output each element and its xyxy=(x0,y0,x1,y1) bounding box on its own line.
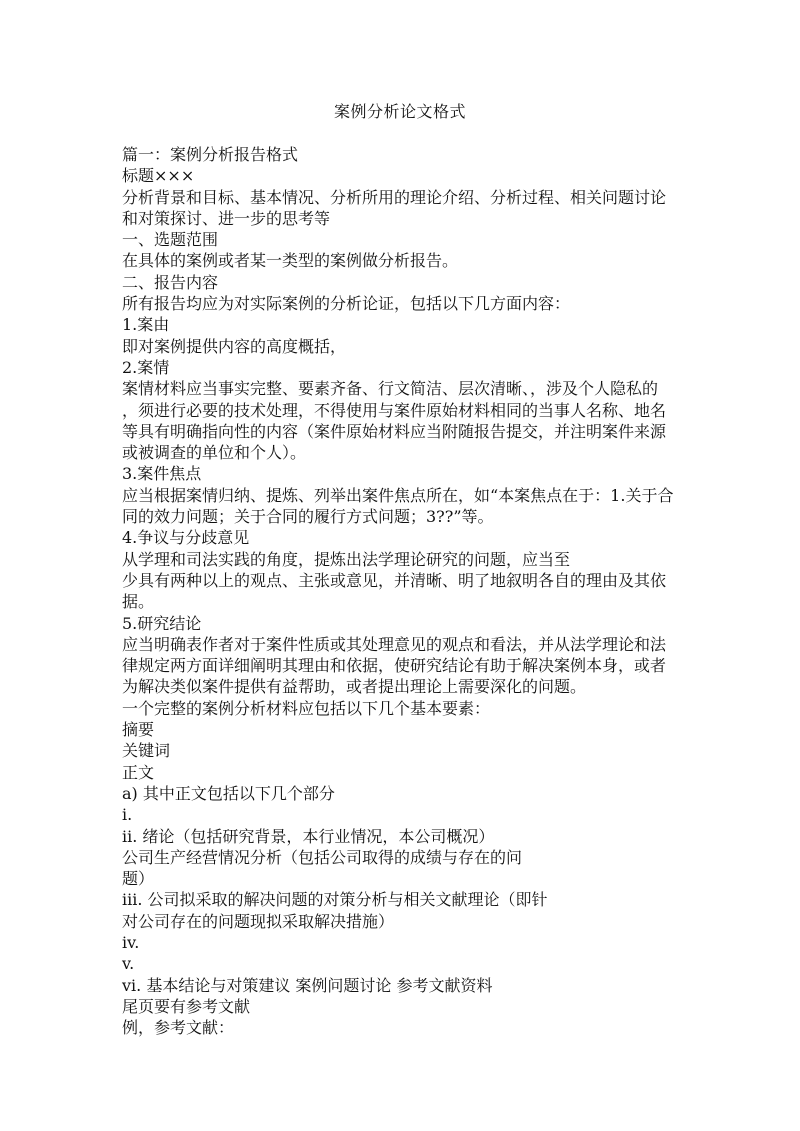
text-line: 等具有明确指向性的内容（案件原始材料应当附随报告提交，并注明案件来源 xyxy=(122,421,667,441)
text-line: 从学理和司法实践的角度，提炼出法学理论研究的问题，应当至 xyxy=(122,549,571,569)
list-item: ii. 绪论（包括研究背景，本行业情况，本公司概况） xyxy=(122,826,495,846)
text-line: 少具有两种以上的观点、主张或意见，并清晰、明了地叙明各自的理由及其依 xyxy=(122,570,667,590)
text-line: 例，参考文献： xyxy=(122,1018,235,1038)
text-line: 应当根据案情归纳、提炼、列举出案件焦点所在，如“本案焦点在于：1.关于合 xyxy=(122,485,674,505)
text-line: 为解决类似案件提供有益帮助，或者提出理论上需要深化的问题。 xyxy=(122,677,587,697)
text-line: 标题××× xyxy=(122,166,195,186)
list-item: v. xyxy=(122,954,135,974)
list-item: vi. 基本结论与对策建议 案例问题讨论 参考文献资料 xyxy=(122,975,493,995)
list-item: 摘要 xyxy=(122,720,155,740)
text-line: 在具体的案例或者某一类型的案例做分析报告。 xyxy=(122,251,459,271)
text-line: ，须进行必要的技术处理，不得使用与案件原始材料相同的当事人名称、地名 xyxy=(122,400,667,420)
text-line: 篇一：案例分析报告格式 xyxy=(122,145,299,164)
list-item: 公司生产经营情况分析（包括公司取得的成绩与存在的问 xyxy=(122,847,523,867)
list-item: i. xyxy=(122,805,133,825)
subsection-heading: 1.案由 xyxy=(122,315,170,335)
subsection-heading: 4.争议与分歧意见 xyxy=(122,528,250,548)
list-item: 题） xyxy=(122,869,155,889)
list-item: 对公司存在的问题现拟采取解决措施） xyxy=(122,911,395,931)
list-item: 正文 xyxy=(122,762,155,782)
text-line: 尾页要有参考文献 xyxy=(122,996,251,1016)
text-line: 应当明确表作者对于案件性质或其处理意见的观点和看法，并从法学理论和法 xyxy=(122,634,667,654)
text-line: 分析背景和目标、基本情况、分析所用的理论介绍、分析过程、相关问题讨论 xyxy=(122,187,667,207)
text-line: 律规定两方面详细阐明其理由和依据，使研究结论有助于解决案例本身，或者 xyxy=(122,656,667,676)
document-title: 案例分析论文格式 xyxy=(333,102,466,121)
list-item: 关键词 xyxy=(122,741,171,761)
list-item: a) 其中正文包括以下几个部分 xyxy=(122,783,335,803)
text-line: 即对案例提供内容的高度概括， xyxy=(122,336,347,356)
subsection-heading: 3.案件焦点 xyxy=(122,464,202,484)
text-line: 据。 xyxy=(122,592,155,612)
list-item: iii. 公司拟采取的解决问题的对策分析与相关文献理论（即针 xyxy=(122,890,548,910)
text-line: 所有报告均应为对实际案例的分析论证，包括以下几方面内容： xyxy=(122,294,571,314)
section-heading: 二、报告内容 xyxy=(122,272,219,292)
text-line: 和对策探讨、进一步的思考等 xyxy=(122,208,331,228)
text-line: 案情材料应当事实完整、要素齐备、行文简洁、层次清晰、，涉及个人隐私的 xyxy=(122,379,659,399)
subsection-heading: 2.案情 xyxy=(122,357,170,377)
text-line: 一个完整的案例分析材料应包括以下几个基本要素： xyxy=(122,698,491,718)
text-line: 同的效力问题；关于合同的履行方式问题；3??”等。 xyxy=(122,507,494,527)
section-heading: 一、选题范围 xyxy=(122,230,219,250)
subsection-heading: 5.研究结论 xyxy=(122,613,202,633)
document-body xyxy=(122,144,682,1038)
text-line: 或被调查的单位和个人）。 xyxy=(122,443,307,463)
list-item: iv. xyxy=(122,932,140,952)
